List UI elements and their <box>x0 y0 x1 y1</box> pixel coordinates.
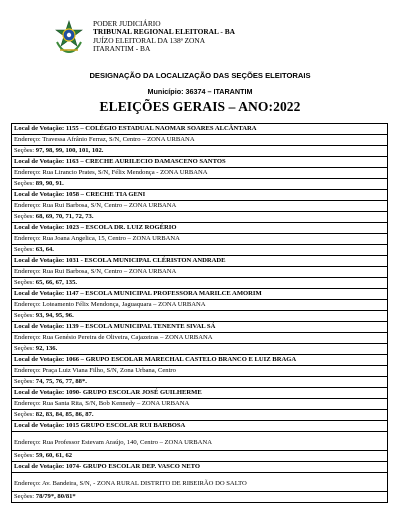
endereco-row <box>11 473 388 492</box>
secoes-row <box>11 451 388 462</box>
endereco-row-value: Rua Lirancio Prates, S/N, Félix Mendonça - ZONA URBANA <box>42 169 208 176</box>
endereco-row-value: Rua Rui Barbosa, S/N, Centro – ZONA URBANA <box>42 202 177 209</box>
local-votacao-row-label: Local de Votação: <box>14 158 66 165</box>
local-votacao-row-label: Local de Votação: <box>14 224 66 231</box>
secoes-row-value: 78/79*, 80/81* <box>35 493 76 500</box>
secoes-row-value: 65, 66, 67, 135. <box>35 279 78 286</box>
endereco-row-label: Endereço: <box>14 301 43 308</box>
endereco-row-value: Rua Professor Estevam Araújo, 140, Centro – ZONA URBANA <box>42 439 212 446</box>
endereco-row <box>11 432 388 451</box>
endereco-row-label: Endereço: <box>14 480 43 487</box>
secoes-row <box>11 212 388 223</box>
endereco-row <box>11 267 388 278</box>
endereco-row-label: Endereço: <box>14 367 43 374</box>
local-votacao-row <box>11 355 388 366</box>
local-votacao-row-label: Local de Votação: <box>14 290 66 297</box>
document-title: DESIGNAÇÃO DA LOCALIZAÇÃO DAS SEÇÕES ELEITORAIS <box>89 71 311 80</box>
endereco-row <box>11 333 388 344</box>
local-votacao-row <box>11 157 388 168</box>
local-votacao-row-label: Local de Votação: <box>14 389 66 396</box>
secoes-row-value: 68, 69, 70, 71, 72, 73. <box>35 213 94 220</box>
local-votacao-row-label: Local de Votação: <box>14 422 66 429</box>
secoes-row <box>11 278 388 289</box>
endereco-row-value: Travessa Afrânio Ferraz, S/N, Centro – ZONA URBANA <box>42 136 195 143</box>
secoes-row <box>11 410 388 421</box>
secoes-row-value: 89, 90, 91. <box>35 180 64 187</box>
local-votacao-row-value: 1163 – CRECHE AURILECIO DAMASCENO SANTOS <box>65 158 226 165</box>
endereco-row-label: Endereço: <box>14 439 43 446</box>
endereco-row-label: Endereço: <box>14 136 43 143</box>
local-votacao-row-label: Local de Votação: <box>14 463 66 470</box>
local-votacao-row <box>11 124 388 135</box>
local-votacao-row-value: 1090- GRUPO ESCOLAR JOSÉ GUILHERME <box>65 389 202 396</box>
header-line-2: TRIBUNAL REGIONAL ELEITORAL - BA <box>93 27 235 37</box>
endereco-row <box>11 135 388 146</box>
local-votacao-row <box>11 289 388 300</box>
secoes-row-value: 74, 75, 76, 77, 88*. <box>35 378 87 385</box>
endereco-row <box>11 168 388 179</box>
secoes-row-value: 97, 98, 99, 100, 101, 102. <box>35 147 104 154</box>
local-votacao-row-value: 1147 – ESCOLA MUNICIPAL PROFESSORA MARILCE AMORIM <box>65 290 262 297</box>
secoes-row-value: 59, 60, 61, 62 <box>35 452 73 459</box>
endereco-row-value: Rua Joana Angelica, 15, Centro – ZONA URBANA <box>42 235 180 242</box>
secoes-row-label: Seções: <box>14 279 36 286</box>
secoes-row <box>11 245 388 256</box>
secoes-row <box>11 344 388 355</box>
endereco-row-label: Endereço: <box>14 202 43 209</box>
local-votacao-row <box>11 322 388 333</box>
endereco-row-value: Av. Bandeira, S/N, - ZONA RURAL DISTRITO DE RIBEIRÃO DO SALTO <box>42 480 247 487</box>
secoes-row-value: 93, 94, 95, 96. <box>35 312 74 319</box>
secoes-row-label: Seções: <box>14 345 36 352</box>
local-votacao-row-label: Local de Votação: <box>14 323 66 330</box>
local-votacao-row-label: Local de Votação: <box>14 257 66 264</box>
endereco-row <box>11 399 388 410</box>
secoes-row <box>11 311 388 322</box>
header-line-4: ITARANTIM - BA <box>93 44 151 54</box>
secoes-row-label: Seções: <box>14 378 36 385</box>
endereco-row <box>11 300 388 311</box>
endereco-row <box>11 234 388 245</box>
header-text <box>93 20 235 54</box>
endereco-row-label: Endereço: <box>14 400 43 407</box>
secoes-row-label: Seções: <box>14 147 36 154</box>
local-votacao-row-value: 1058 – CRECHE TIA GENI <box>65 191 146 198</box>
local-votacao-row-value: 1015 GRUPO ESCOLAR RUI BARBOSA <box>65 422 186 429</box>
local-votacao-row <box>11 256 388 267</box>
secoes-row-label: Seções: <box>14 312 36 319</box>
locations-table <box>11 123 388 503</box>
endereco-row-value: Rua Genésio Pereira de Oliveira, Cajazeiras – ZONA URBANA <box>42 334 213 341</box>
endereco-row <box>11 201 388 212</box>
secoes-row-label: Seções: <box>14 452 36 459</box>
secoes-row <box>11 377 388 388</box>
endereco-row-label: Endereço: <box>14 334 43 341</box>
header-line-3: JUÍZO ELEITORAL DA 138ª ZONA <box>93 35 206 45</box>
endereco-row-value: Loteamento Félix Mendonça, Jaguaquara – ZONA URBANA <box>42 301 206 308</box>
local-votacao-row <box>11 388 388 399</box>
coat-of-arms-icon <box>54 20 84 54</box>
local-votacao-row-value: 1155 – COLÉGIO ESTADUAL NAOMAR SOARES ALCÂNTARA <box>65 125 257 132</box>
local-votacao-row <box>11 421 388 432</box>
endereco-row-value: Rua Santa Rita, S/N, Bob Kennedy – ZONA URBANA <box>42 400 190 407</box>
secoes-row-label: Seções: <box>14 493 36 500</box>
local-votacao-row-value: 1074- GRUPO ESCOLAR DEP. VASCO NETO <box>65 463 201 470</box>
secoes-row <box>11 179 388 190</box>
local-votacao-row-value: 1066 – GRUPO ESCOLAR MARECHAL CASTELO BRANCO E LUIZ BRAGA <box>65 356 297 363</box>
document-header <box>0 0 400 70</box>
election-title: ELEIÇÕES GERAIS – ANO:2022 <box>99 99 301 114</box>
endereco-row <box>11 366 388 377</box>
header-line-1: PODER JUDICIÁRIO <box>93 19 161 28</box>
endereco-row-value: Rua Rui Barbosa, S/N, Centro – ZONA URBANA <box>42 268 177 275</box>
secoes-row-value: 82, 83, 84, 85, 86, 87. <box>35 411 94 418</box>
local-votacao-row-label: Local de Votação: <box>14 125 66 132</box>
local-votacao-row <box>11 462 388 473</box>
endereco-row-value: Praça Luiz Viana Filho, S/N, Zona Urbana, Centro <box>42 367 176 374</box>
secoes-row <box>11 492 388 503</box>
local-votacao-row-value: 1031 - ESCOLA MUNICIPAL CLÉRISTON ANDRADE <box>65 257 226 264</box>
local-votacao-row-label: Local de Votação: <box>14 356 66 363</box>
secoes-row-label: Seções: <box>14 180 36 187</box>
local-votacao-row <box>11 190 388 201</box>
secoes-row <box>11 146 388 157</box>
secoes-row-value: 63, 64. <box>35 246 54 253</box>
local-votacao-row-value: 1139 – ESCOLA MUNICIPAL TENENTE SIVAL SÁ <box>65 323 216 330</box>
endereco-row-label: Endereço: <box>14 235 43 242</box>
secoes-row-label: Seções: <box>14 411 36 418</box>
local-votacao-row-label: Local de Votação: <box>14 191 66 198</box>
endereco-row-label: Endereço: <box>14 268 43 275</box>
local-votacao-row-value: 1023 – ESCOLA DR. LUIZ ROGÉRIO <box>65 224 177 231</box>
secoes-row-value: 92, 136. <box>35 345 58 352</box>
secoes-row-label: Seções: <box>14 213 36 220</box>
municipio-line: Município: 36374 – ITARANTIM <box>147 87 253 96</box>
local-votacao-row <box>11 223 388 234</box>
endereco-row-label: Endereço: <box>14 169 43 176</box>
secoes-row-label: Seções: <box>14 246 36 253</box>
